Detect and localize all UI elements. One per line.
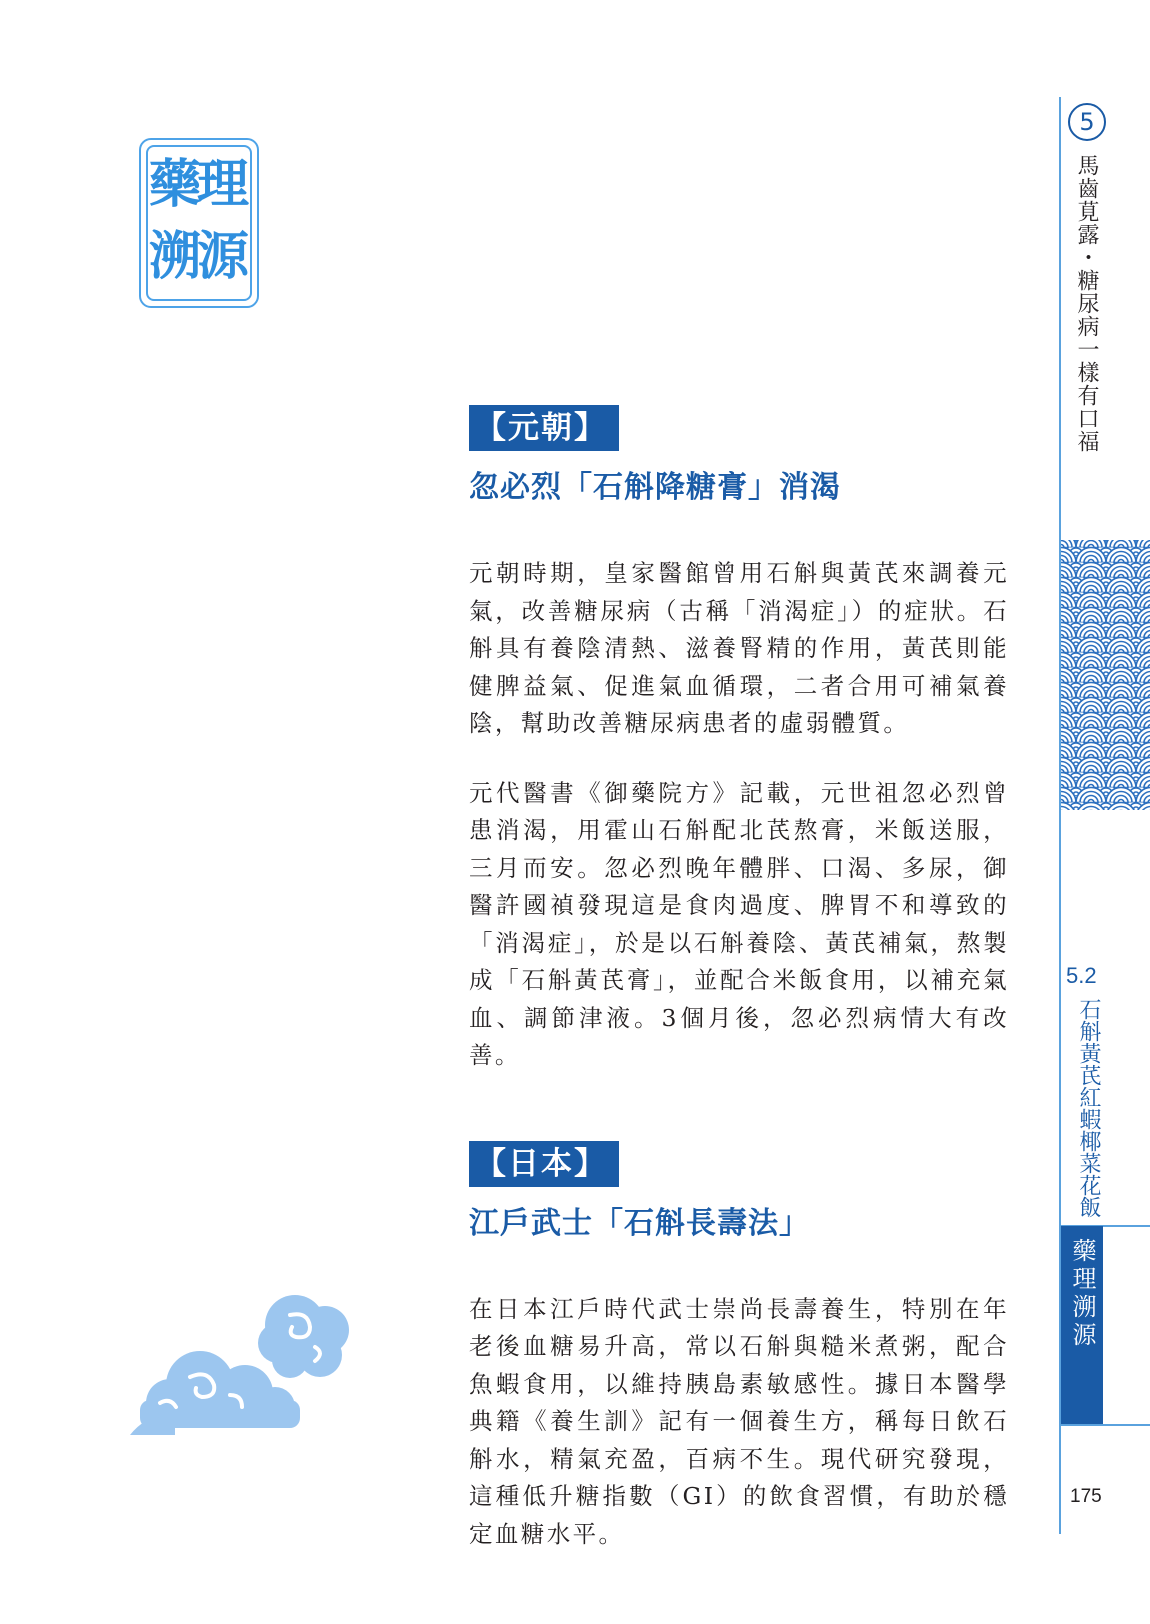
seal-glyph-2: 藥 — [149, 155, 202, 215]
paragraph-yuan-2: 元代醫書《御藥院方》記載，元世祖忽必烈曾患消渴，用霍山石斛配北芪熬膏，米飯送服，三月而安。忽必烈晚年體胖、口渴、多尿，御醫許國禎發現這是食肉過度、脾胃不和導致的「消渴症」，於是以石斛養陰、黃芪補氣，熬製成「石斛黃芪膏」，並配合米飯食用，以補充氣血、調節津液。3個月後，忽必烈病情大有改善。 — [469, 778, 1009, 1069]
era-tag-japan: 【日本】 — [469, 1141, 619, 1187]
chapter-title: 馬齒莧露・糖尿病一樣有口福 — [1074, 154, 1099, 453]
page-number: 175 — [1070, 1486, 1102, 1507]
chapter-number-badge: 5 — [1068, 103, 1106, 141]
section-subtitle: 石斛黃芪紅蝦椰菜花飯 — [1076, 998, 1101, 1218]
sidebar-tab — [1061, 1226, 1103, 1424]
wave-pattern-icon — [1061, 540, 1150, 810]
section-number: 5.2 — [1066, 963, 1097, 988]
section-title-japan: 江戶武士「石斛長壽法」 — [469, 1205, 810, 1241]
cloud-decoration-icon — [130, 1285, 360, 1440]
sidebar-rule-tab-bottom — [1059, 1424, 1150, 1426]
seal-glyph-4: 溯 — [149, 227, 202, 287]
seal-glyph-1: 理 — [197, 155, 250, 215]
paragraph-yuan-1: 元朝時期，皇家醫館曾用石斛與黃芪來調養元氣，改善糖尿病（古稱「消渴症」）的症狀。石斛具有養陰清熱、滋養腎精的作用，黃芪則能健脾益氣、促進氣血循環，二者合用可補氣養陰，幫助改善糖尿病患者的虛弱體質。 — [469, 559, 1009, 737]
section-title-yuan: 忽必烈「石斛降糖膏」消渴 — [469, 470, 841, 505]
section-japan — [469, 1141, 1009, 1554]
paragraph-japan-1: 在日本江戶時代武士崇尚長壽養生，特別在年老後血糖易升高，常以石斛與糙米煮粥，配合魚蝦食用，以維持胰島素敏感性。據日本醫學典籍《養生訓》記有一個養生方，稱每日飲石斛水，精氣充盈，百病不生。現代研究發現，這種低升糖指數（GI）的飲食習慣，有助於穩定血糖水平。 — [469, 1294, 1009, 1548]
seal-glyph-3: 源 — [197, 227, 250, 287]
section-yuan — [469, 405, 1009, 1075]
seal-logo — [139, 138, 259, 308]
sidebar-tab-label: 藥理溯源 — [1068, 1238, 1096, 1350]
era-tag-yuan: 【元朝】 — [469, 405, 619, 451]
main-content — [469, 405, 1009, 1553]
